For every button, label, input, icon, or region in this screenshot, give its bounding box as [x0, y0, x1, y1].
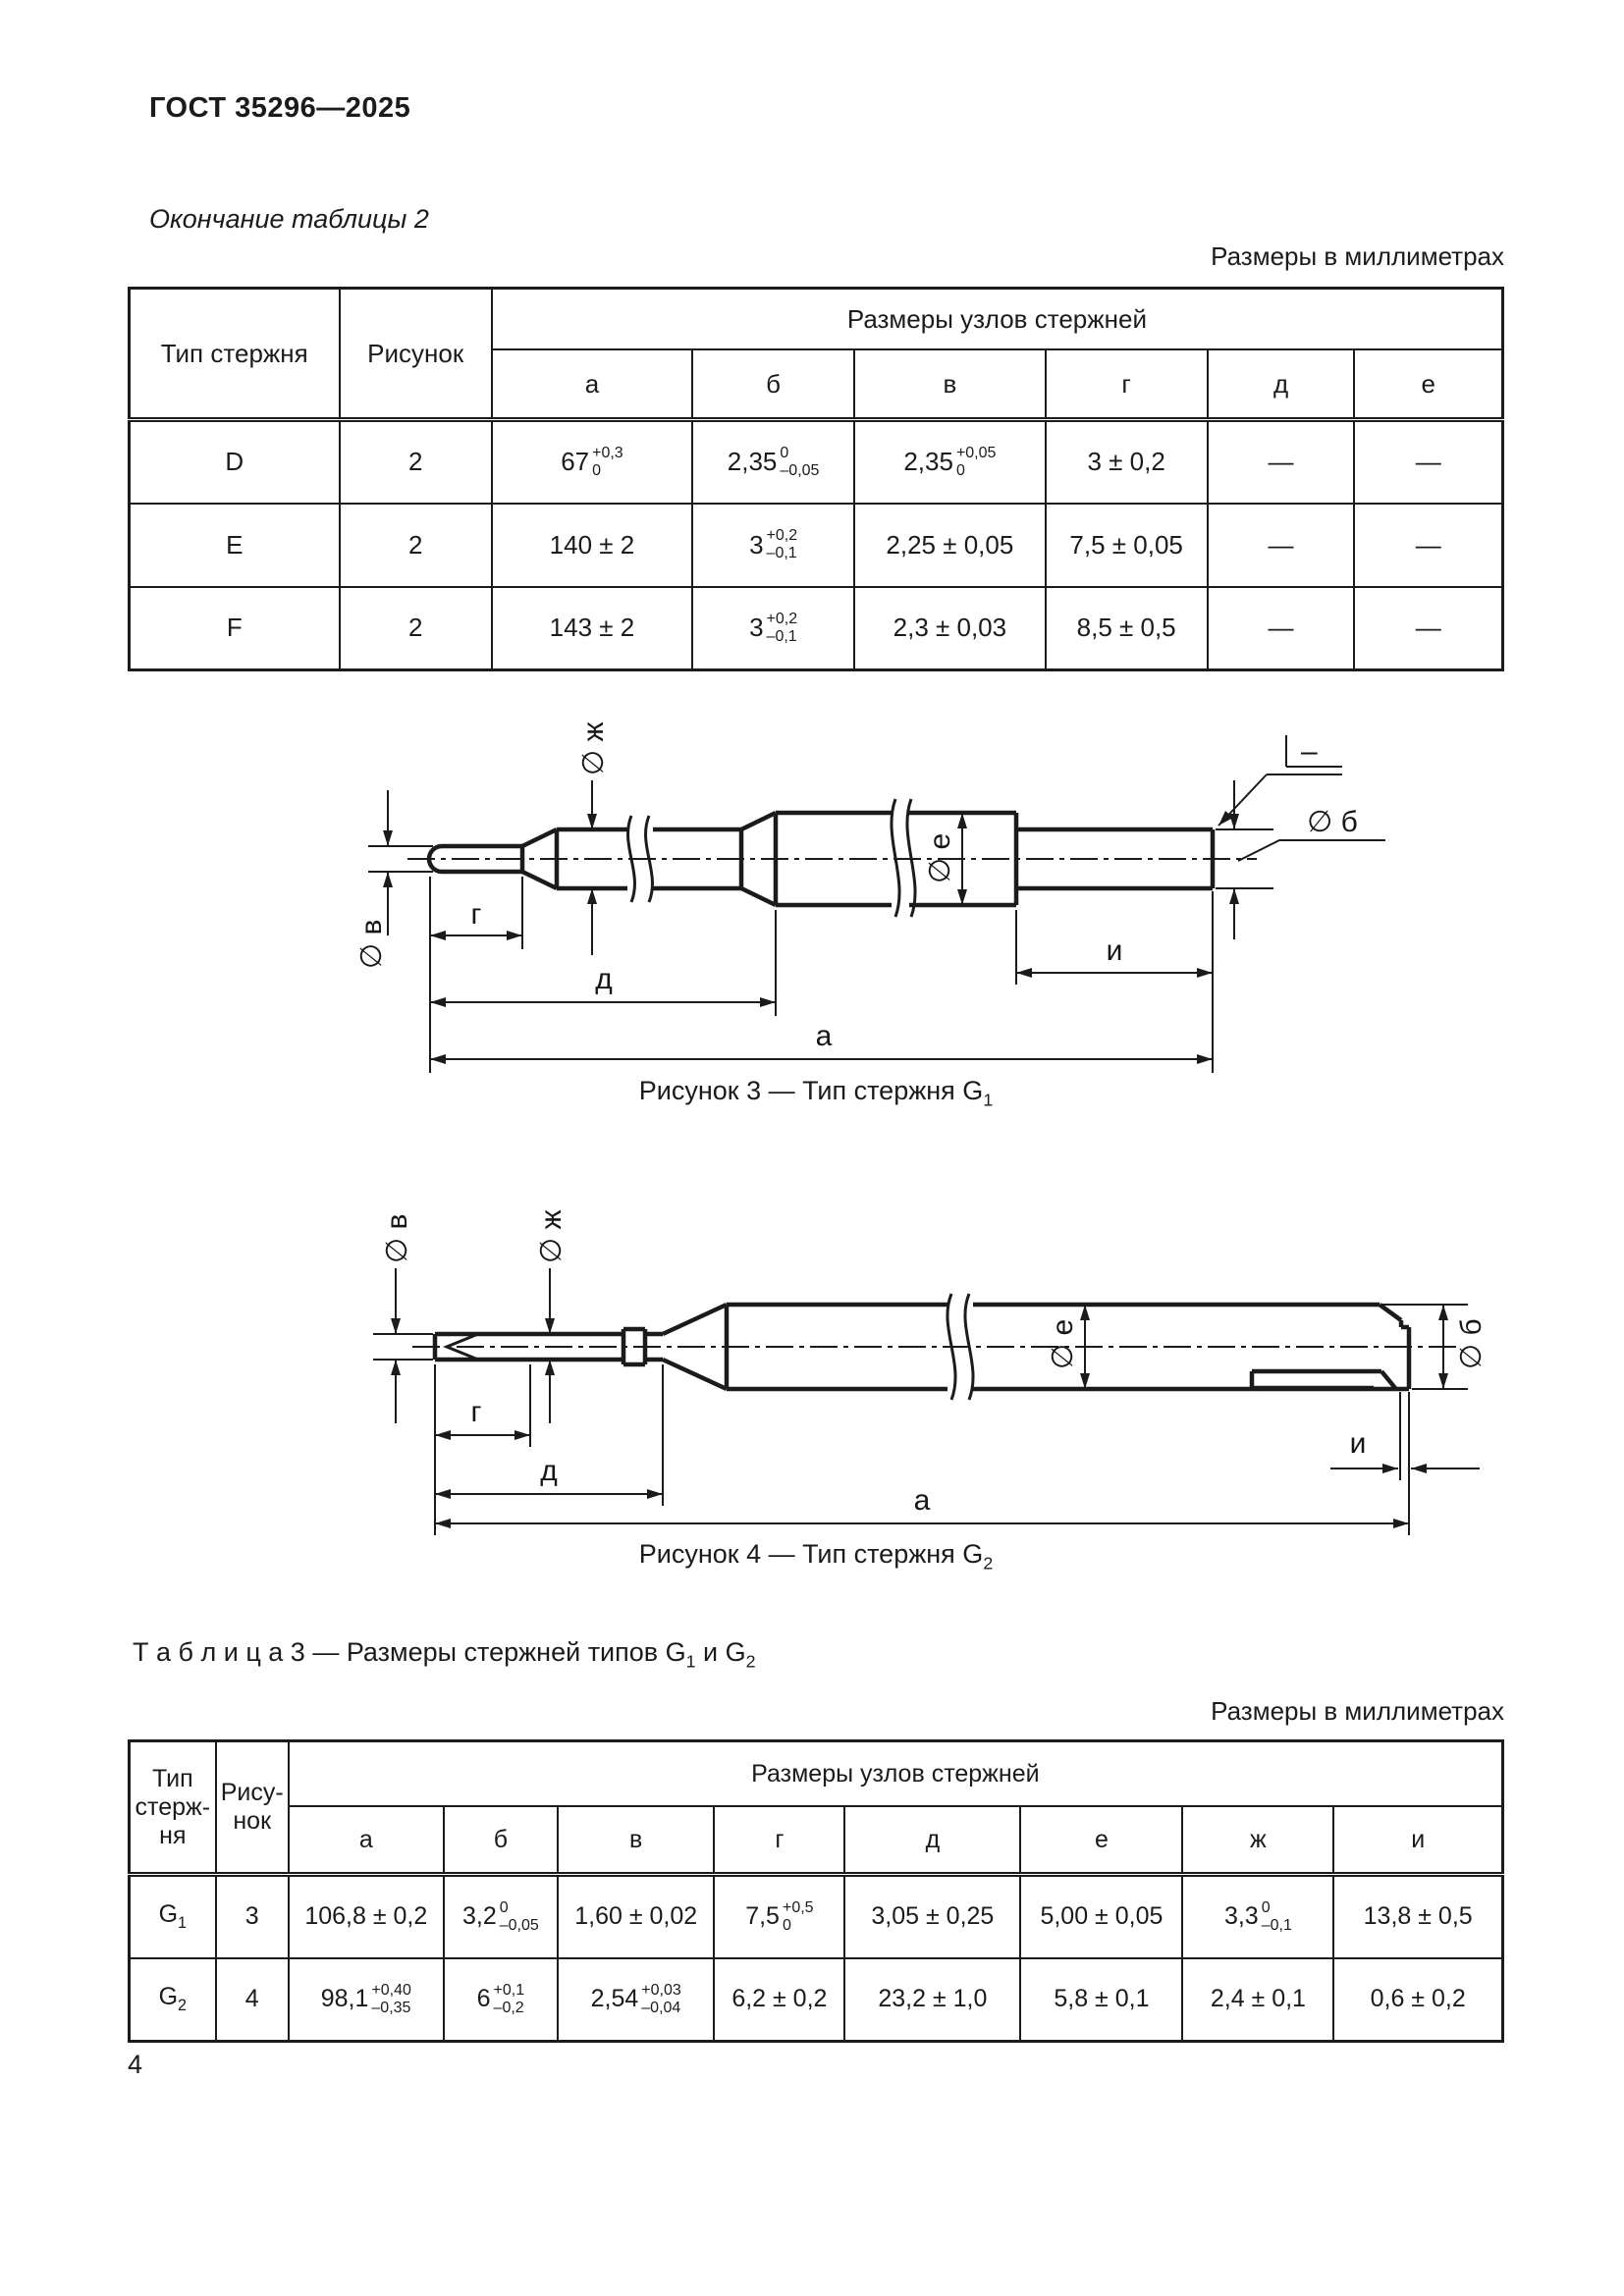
- fig3-dimensions: [355, 721, 1385, 1073]
- dim-value: 5,00 ± 0,05: [1020, 1875, 1182, 1958]
- fig3-label-dia-v: ∅ в: [355, 919, 388, 969]
- figure-ref: 2: [340, 504, 492, 587]
- table3-dim-header: и: [1333, 1806, 1502, 1875]
- fig3-label-dia-zh: ∅ ж: [577, 721, 610, 775]
- dim-value: 67 +0,3 0: [492, 420, 692, 504]
- dim-value: —: [1208, 420, 1355, 504]
- table2-dim-header: д: [1208, 349, 1355, 420]
- table3-col-group: Размеры узлов стержней: [289, 1741, 1503, 1807]
- table3-dim-header: ж: [1182, 1806, 1333, 1875]
- table3-dim-header: д: [844, 1806, 1020, 1875]
- dim-value: 98,1 +0,40 –0,35: [289, 1958, 444, 2042]
- dim-value: 23,2 ± 1,0: [844, 1958, 1020, 2042]
- fig4-label-i: и: [1349, 1427, 1367, 1460]
- dim-value: —: [1208, 587, 1355, 670]
- dim-value: 7,5 +0,5 0: [714, 1875, 844, 1958]
- dim-value: 106,8 ± 0,2: [289, 1875, 444, 1958]
- table2-col-group: Размеры узлов стержней: [492, 289, 1503, 350]
- dim-value: 3,2 0 –0,05: [444, 1875, 558, 1958]
- table3-dim-header: б: [444, 1806, 558, 1875]
- units-note-2: Размеры в миллиметрах: [1211, 1696, 1504, 1726]
- figure3-drawing: [329, 721, 1429, 1075]
- figure-ref: 4: [216, 1958, 289, 2042]
- fig4-label-dia-v: ∅ в: [381, 1213, 413, 1263]
- fig4-rod-outline: [412, 1294, 1456, 1400]
- dim-value: 0,6 ± 0,2: [1333, 1958, 1502, 2042]
- figure-ref: 3: [216, 1875, 289, 1958]
- table2-dim-header: б: [692, 349, 854, 420]
- dim-value: 2,25 ± 0,05: [854, 504, 1045, 587]
- rod-type: $G_2$: [130, 1958, 216, 2042]
- dim-value: 2,54 +0,03 –0,04: [558, 1958, 714, 2042]
- dim-value: —: [1354, 587, 1502, 670]
- table2-col-figure: Рисунок: [340, 289, 492, 420]
- dim-value: 2,4 ± 0,1: [1182, 1958, 1333, 2042]
- fig3-edge-mark-glyph: –: [1301, 735, 1318, 768]
- table3-title: Т а б л и ц а 3 — Размеры стержней типов $G_1$ и $G_2$: [133, 1637, 756, 1672]
- dim-value: —: [1354, 504, 1502, 587]
- fig4-label-dia-b: ∅ б: [1455, 1318, 1488, 1369]
- figure-ref: 2: [340, 587, 492, 670]
- fig3-rod-outline: [407, 799, 1257, 917]
- figure3-caption: Рисунок 3 — Тип стержня $G_1$: [638, 1076, 994, 1110]
- figure4-caption: Рисунок 4 — Тип стержня $G_2$: [638, 1539, 994, 1574]
- dim-value: 3 +0,2 –0,1: [692, 587, 854, 670]
- rod-type: D: [130, 420, 340, 504]
- dim-value: 143 ± 2: [492, 587, 692, 670]
- dim-value: 2,3 ± 0,03: [854, 587, 1045, 670]
- dim-value: —: [1354, 420, 1502, 504]
- dim-value: 1,60 ± 0,02: [558, 1875, 714, 1958]
- rod-type: F: [130, 587, 340, 670]
- table3-dim-row: [130, 1806, 1503, 1875]
- dim-value: 6,2 ± 0,2: [714, 1958, 844, 2042]
- rod-type: E: [130, 504, 340, 587]
- fig4-label-dia-e: ∅ е: [1047, 1318, 1079, 1369]
- dim-value: 3 ± 0,2: [1046, 420, 1208, 504]
- dim-value: 140 ± 2: [492, 504, 692, 587]
- dim-value: 3,05 ± 0,25: [844, 1875, 1020, 1958]
- table3-row: [130, 1958, 1503, 2042]
- table2: [128, 287, 1504, 671]
- dim-value: 2,35 +0,05 0: [854, 420, 1045, 504]
- dim-value: 3 +0,2 –0,1: [692, 504, 854, 587]
- dim-value: 5,8 ± 0,1: [1020, 1958, 1182, 2042]
- units-note-1: Размеры в миллиметрах: [1211, 241, 1504, 271]
- table3-dim-header: в: [558, 1806, 714, 1875]
- fig3-label-d: д: [595, 963, 613, 995]
- dim-value: —: [1208, 504, 1355, 587]
- fig3-label-i: и: [1106, 934, 1123, 967]
- figure-ref: 2: [340, 420, 492, 504]
- table2-dim-header: е: [1354, 349, 1502, 420]
- dim-value: 3,3 0 –0,1: [1182, 1875, 1333, 1958]
- table3-container: [128, 1739, 1504, 2043]
- fig3-label-dia-b: ∅ б: [1307, 806, 1358, 838]
- table2-dim-header: а: [492, 349, 692, 420]
- fig4-slot: [1252, 1371, 1395, 1388]
- table3-col-figure: Рису-нок: [216, 1741, 289, 1875]
- dim-value: 2,35 0 –0,05: [692, 420, 854, 504]
- table3-dim-header: а: [289, 1806, 444, 1875]
- table2-row: [130, 587, 1503, 670]
- table3-dim-header: г: [714, 1806, 844, 1875]
- table3-row: [130, 1875, 1503, 1958]
- dim-value: 13,8 ± 0,5: [1333, 1875, 1502, 1958]
- page-number: 4: [128, 2050, 143, 2079]
- table3-dim-header: е: [1020, 1806, 1182, 1875]
- table2-row: [130, 420, 1503, 504]
- table2-container: [128, 287, 1504, 671]
- dim-value: 7,5 ± 0,05: [1046, 504, 1208, 587]
- rod-type: $G_1$: [130, 1875, 216, 1958]
- figure4-drawing: [329, 1190, 1488, 1538]
- table3: [128, 1739, 1504, 2043]
- table3-col-type: Тип стерж-ня: [130, 1741, 216, 1875]
- table2-dim-header: г: [1046, 349, 1208, 420]
- table3-body: [130, 1875, 1503, 2042]
- table2-dim-header: в: [854, 349, 1045, 420]
- fig4-label-d: д: [540, 1455, 558, 1487]
- table2-col-type: Тип стержня: [130, 289, 340, 420]
- fig4-label-g: г: [470, 1396, 482, 1428]
- fig4-label-a: а: [913, 1484, 931, 1517]
- fig4-label-dia-zh: ∅ ж: [535, 1209, 568, 1263]
- table2-row: [130, 504, 1503, 587]
- table2-body: [130, 420, 1503, 670]
- dim-value: 6 +0,1 –0,2: [444, 1958, 558, 2042]
- fig3-label-dia-e: ∅ е: [924, 832, 956, 883]
- table2-continuation-label: Окончание таблицы 2: [149, 204, 429, 234]
- fig3-label-a: а: [815, 1020, 833, 1052]
- dim-value: 8,5 ± 0,5: [1046, 587, 1208, 670]
- doc-header: ГОСТ 35296—2025: [149, 92, 411, 124]
- fig3-label-g: г: [470, 898, 482, 931]
